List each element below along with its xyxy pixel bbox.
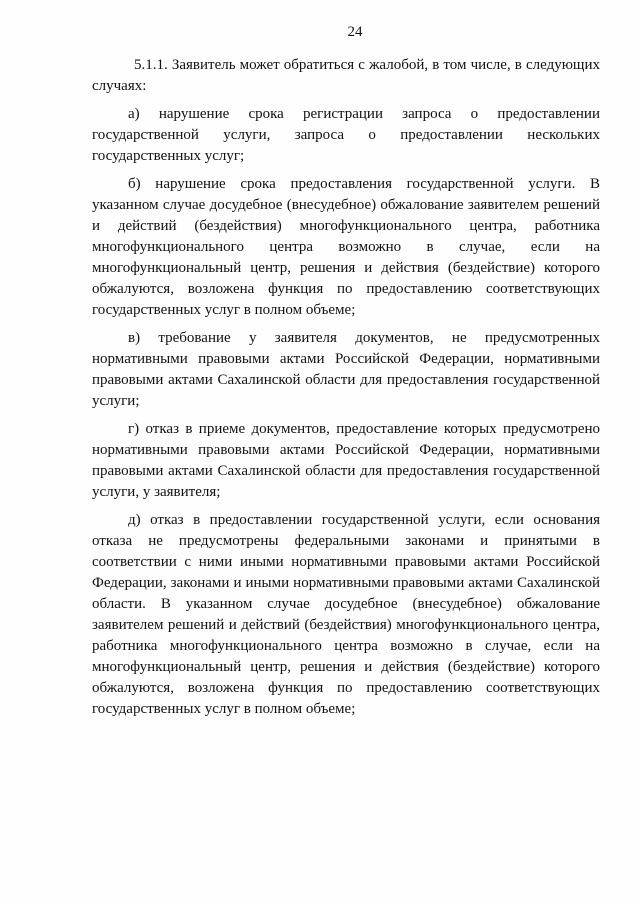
page-number: 24 <box>347 24 363 40</box>
paragraph-5-1-1: 5.1.1. Заявитель может обратиться с жалобой, в том числе, в следующих случаях: <box>92 57 600 94</box>
paragraph-item-g: г) отказ в приеме документов, предоставление которых предусмотрено нормативными правовыми актами Российской Федерации, нормативными правовыми актами Сахалинской области для предоставления государственной услуги, у заявителя; <box>92 421 600 500</box>
paragraph-item-d: д) отказ в предоставлении государственной услуги, если основания отказа не предусмотрены федеральными законами и принятыми в соответствии с ними иными нормативными правовыми актами Российской Федерации, законами и иными нормативными правовыми актами Сахалинской области. В указанном случае досудебное (внесудебное) обжалование заявителем решений и действий (бездействия) многофункционального центра, работника многофункционального центра возможно в случае, если на многофункциональный центр, решения и действия (бездействие) которого обжалуются, возложена функция по предоставлению соответствующих государственных услуг в полном объеме; <box>92 512 600 717</box>
paragraph-item-a: а) нарушение срока регистрации запроса о предоставлении государственной услуги, запроса о предоставлении нескольких государственных услуг; <box>92 106 600 164</box>
paragraph-item-b: б) нарушение срока предоставления государственной услуги. В указанном случае досудебное (внесудебное) обжалование заявителем решений и действий (бездействия) многофункционального центра, работника многофункционального центра возможно в случае, если на многофункциональный центр, решения и действия (бездействие) которого обжалуются, возложена функция по предоставлению соответствующих государственных услуг в полном объеме; <box>92 176 600 318</box>
paragraph-item-v: в) требование у заявителя документов, не предусмотренных нормативными правовыми актами Российской Федерации, нормативными правовыми актами Сахалинской области для предоставления государственной услуги; <box>92 330 600 409</box>
document-body <box>92 55 600 727</box>
